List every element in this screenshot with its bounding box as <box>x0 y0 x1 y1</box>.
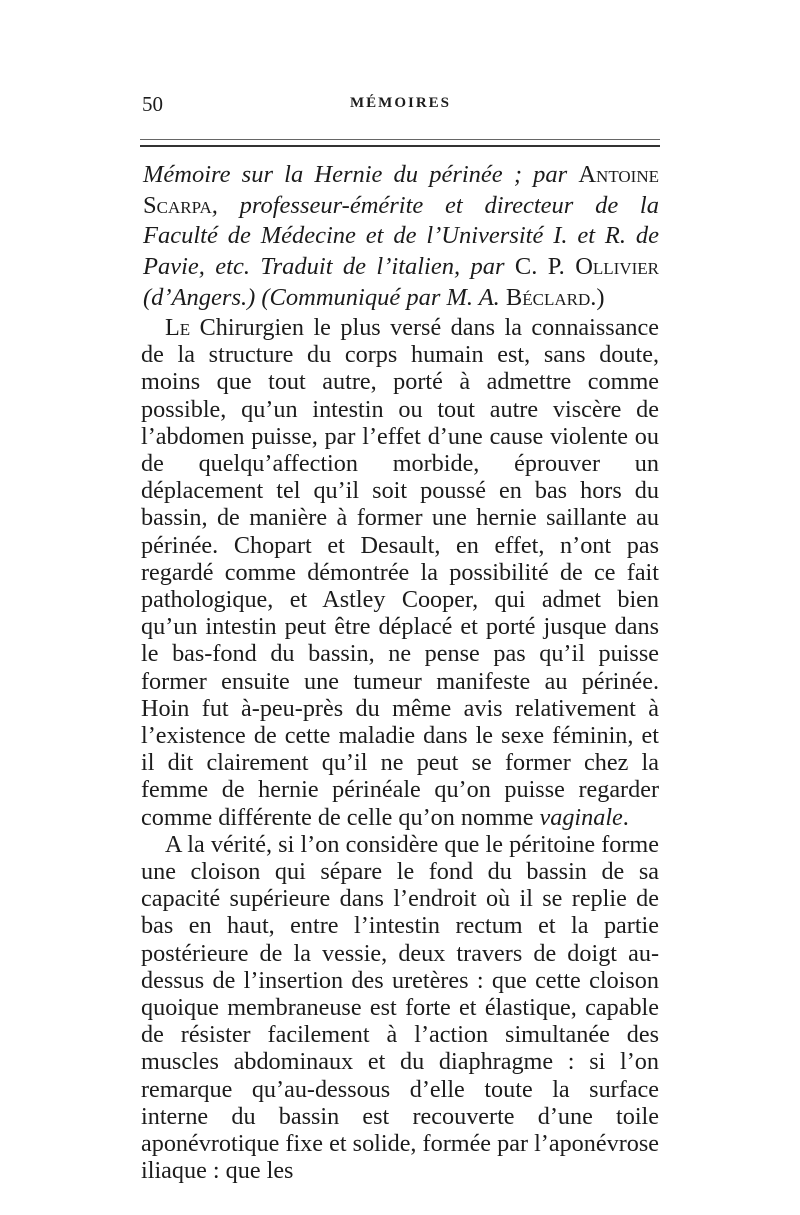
page-number: 50 <box>142 92 163 116</box>
paragraph-1 <box>141 314 659 831</box>
article-title <box>143 160 659 314</box>
communicator-name: Béclard <box>505 283 591 311</box>
running-head: MÉMOIRES <box>350 95 452 111</box>
paragraph-1-end: . <box>622 803 629 831</box>
paragraph-1-italic: vaginale <box>539 803 623 831</box>
title-text-2: , professeur-émérite et directeur de la Faculté de Médecine et de l’Université I. et R. de Pavie, etc. Traduit de l’italien, par <box>143 191 659 281</box>
paragraph-2: A la vérité, si l’on considère que le péritoine forme une cloison qui sépare le fond du bassin de sa capacité supérieure dans l’endroit où il se replie de bas en haut, entre l’intestin rectum et la partie postérieure de la vessie, deux travers de doigt au-dessus de l’insertion des uretères : que cette cloison quoique membraneuse est forte et élastique, capable de résister facilement à l’action simultanée des muscles abdominaux et du diaphragme : si l’on remarque qu’au-dessous d’elle toute la surface interne du bassin est recouverte d’une toile aponévrotique fixe et solide, formée par l’aponévrose iliaque : que les <box>141 830 659 1185</box>
title-text-4: .) <box>590 283 605 311</box>
page-header <box>142 92 660 122</box>
header-rule-thick <box>140 145 660 147</box>
header-rule <box>140 139 660 140</box>
author-name: Antoine Scarpa <box>143 161 659 219</box>
title-text-3: (d’Angers.) (Communiqué par M. A. <box>143 283 506 311</box>
title-text-1: Mémoire sur la Hernie du périnée ; par <box>143 161 579 188</box>
body-text <box>141 314 659 1185</box>
paragraph-1-lead: Le <box>165 314 191 341</box>
translator-name: C. P. Ollivier <box>514 253 659 281</box>
paragraph-1-text: Chirurgien le plus versé dans la connaissance de la structure du corps humain est, sans doute, moins que tout autre, porté à admettre comme possible, qu’un intestin ou tout autre viscère de l’abdomen puisse, par l’effet d’une cause violente ou de quelqu’affection morbide, éprouver un déplacement tel qu’il soit poussé en bas hors du bassin, de manière à former une hernie saillante au périnée. Chopart et Desault, en effet, n’ont pas regardé comme démontrée la possibilité de ce fait pathologique, et Astley Cooper, qui admet bien qu’un intestin peut être déplacé et porté jusque dans le bas-fond du bassin, ne pense pas qu’il puisse former ensuite une tumeur manifeste au périnée. Hoin fut à-peu-près du même avis relativement à l’existence de cette maladie dans le sexe féminin, et il dit clairement qu’il ne peut se former chez la femme de hernie périnéale qu’on puisse regarder comme différente de celle qu’on nomme <box>141 314 659 831</box>
